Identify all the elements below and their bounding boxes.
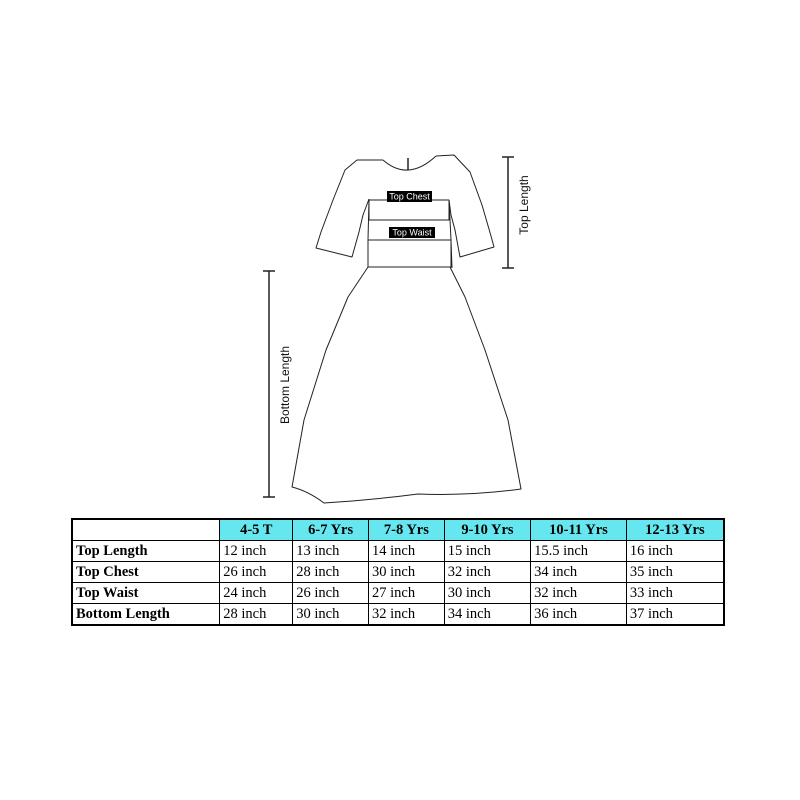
table-corner-cell <box>72 519 220 541</box>
dress-outline <box>292 155 521 503</box>
table-cell: 35 inch <box>626 562 724 583</box>
table-row <box>72 562 724 583</box>
table-cell: 33 inch <box>626 583 724 604</box>
table-cell: 13 inch <box>293 541 369 562</box>
table-cell: 27 inch <box>369 583 445 604</box>
table-cell: 28 inch <box>220 604 293 626</box>
table-cell: 15 inch <box>444 541 530 562</box>
table-cell: 32 inch <box>531 583 627 604</box>
top-length-dimension <box>502 157 514 268</box>
size-header: 7-8 Yrs <box>369 519 445 541</box>
skirt <box>292 267 521 503</box>
row-label: Bottom Length <box>72 604 220 626</box>
bottom-length-label: Bottom Length <box>278 345 292 425</box>
table-cell: 34 inch <box>444 604 530 626</box>
row-label: Top Length <box>72 541 220 562</box>
size-header: 12-13 Yrs <box>626 519 724 541</box>
table-cell: 30 inch <box>369 562 445 583</box>
chest-measure-box <box>369 200 449 220</box>
table-cell: 28 inch <box>293 562 369 583</box>
table-cell: 14 inch <box>369 541 445 562</box>
size-header-row <box>72 519 724 541</box>
table-cell: 24 inch <box>220 583 293 604</box>
table-row <box>72 583 724 604</box>
size-header: 10-11 Yrs <box>531 519 627 541</box>
size-header: 6-7 Yrs <box>293 519 369 541</box>
size-chart-table <box>71 518 725 626</box>
table-cell: 26 inch <box>293 583 369 604</box>
size-header: 9-10 Yrs <box>444 519 530 541</box>
left-sleeve <box>316 160 383 257</box>
row-label: Top Chest <box>72 562 220 583</box>
table-row <box>72 604 724 626</box>
table-row <box>72 541 724 562</box>
table-cell: 32 inch <box>369 604 445 626</box>
table-cell: 30 inch <box>444 583 530 604</box>
top-chest-label: Top Chest <box>389 191 430 202</box>
table-cell: 16 inch <box>626 541 724 562</box>
size-header: 4-5 T <box>220 519 293 541</box>
table-cell: 36 inch <box>531 604 627 626</box>
right-sleeve <box>436 155 494 257</box>
top-chest-tag <box>387 191 432 202</box>
top-length-label: Top Length <box>517 175 531 235</box>
top-waist-label: Top Waist <box>392 227 432 238</box>
table-cell: 30 inch <box>293 604 369 626</box>
table-cell: 34 inch <box>531 562 627 583</box>
table-cell: 12 inch <box>220 541 293 562</box>
table-cell: 26 inch <box>220 562 293 583</box>
waist-measure-box <box>368 240 451 267</box>
table-cell: 37 inch <box>626 604 724 626</box>
table-cell: 32 inch <box>444 562 530 583</box>
bottom-length-dimension <box>263 271 275 497</box>
neckline <box>383 156 436 170</box>
top-waist-tag <box>389 227 435 238</box>
row-label: Top Waist <box>72 583 220 604</box>
table-cell: 15.5 inch <box>531 541 627 562</box>
